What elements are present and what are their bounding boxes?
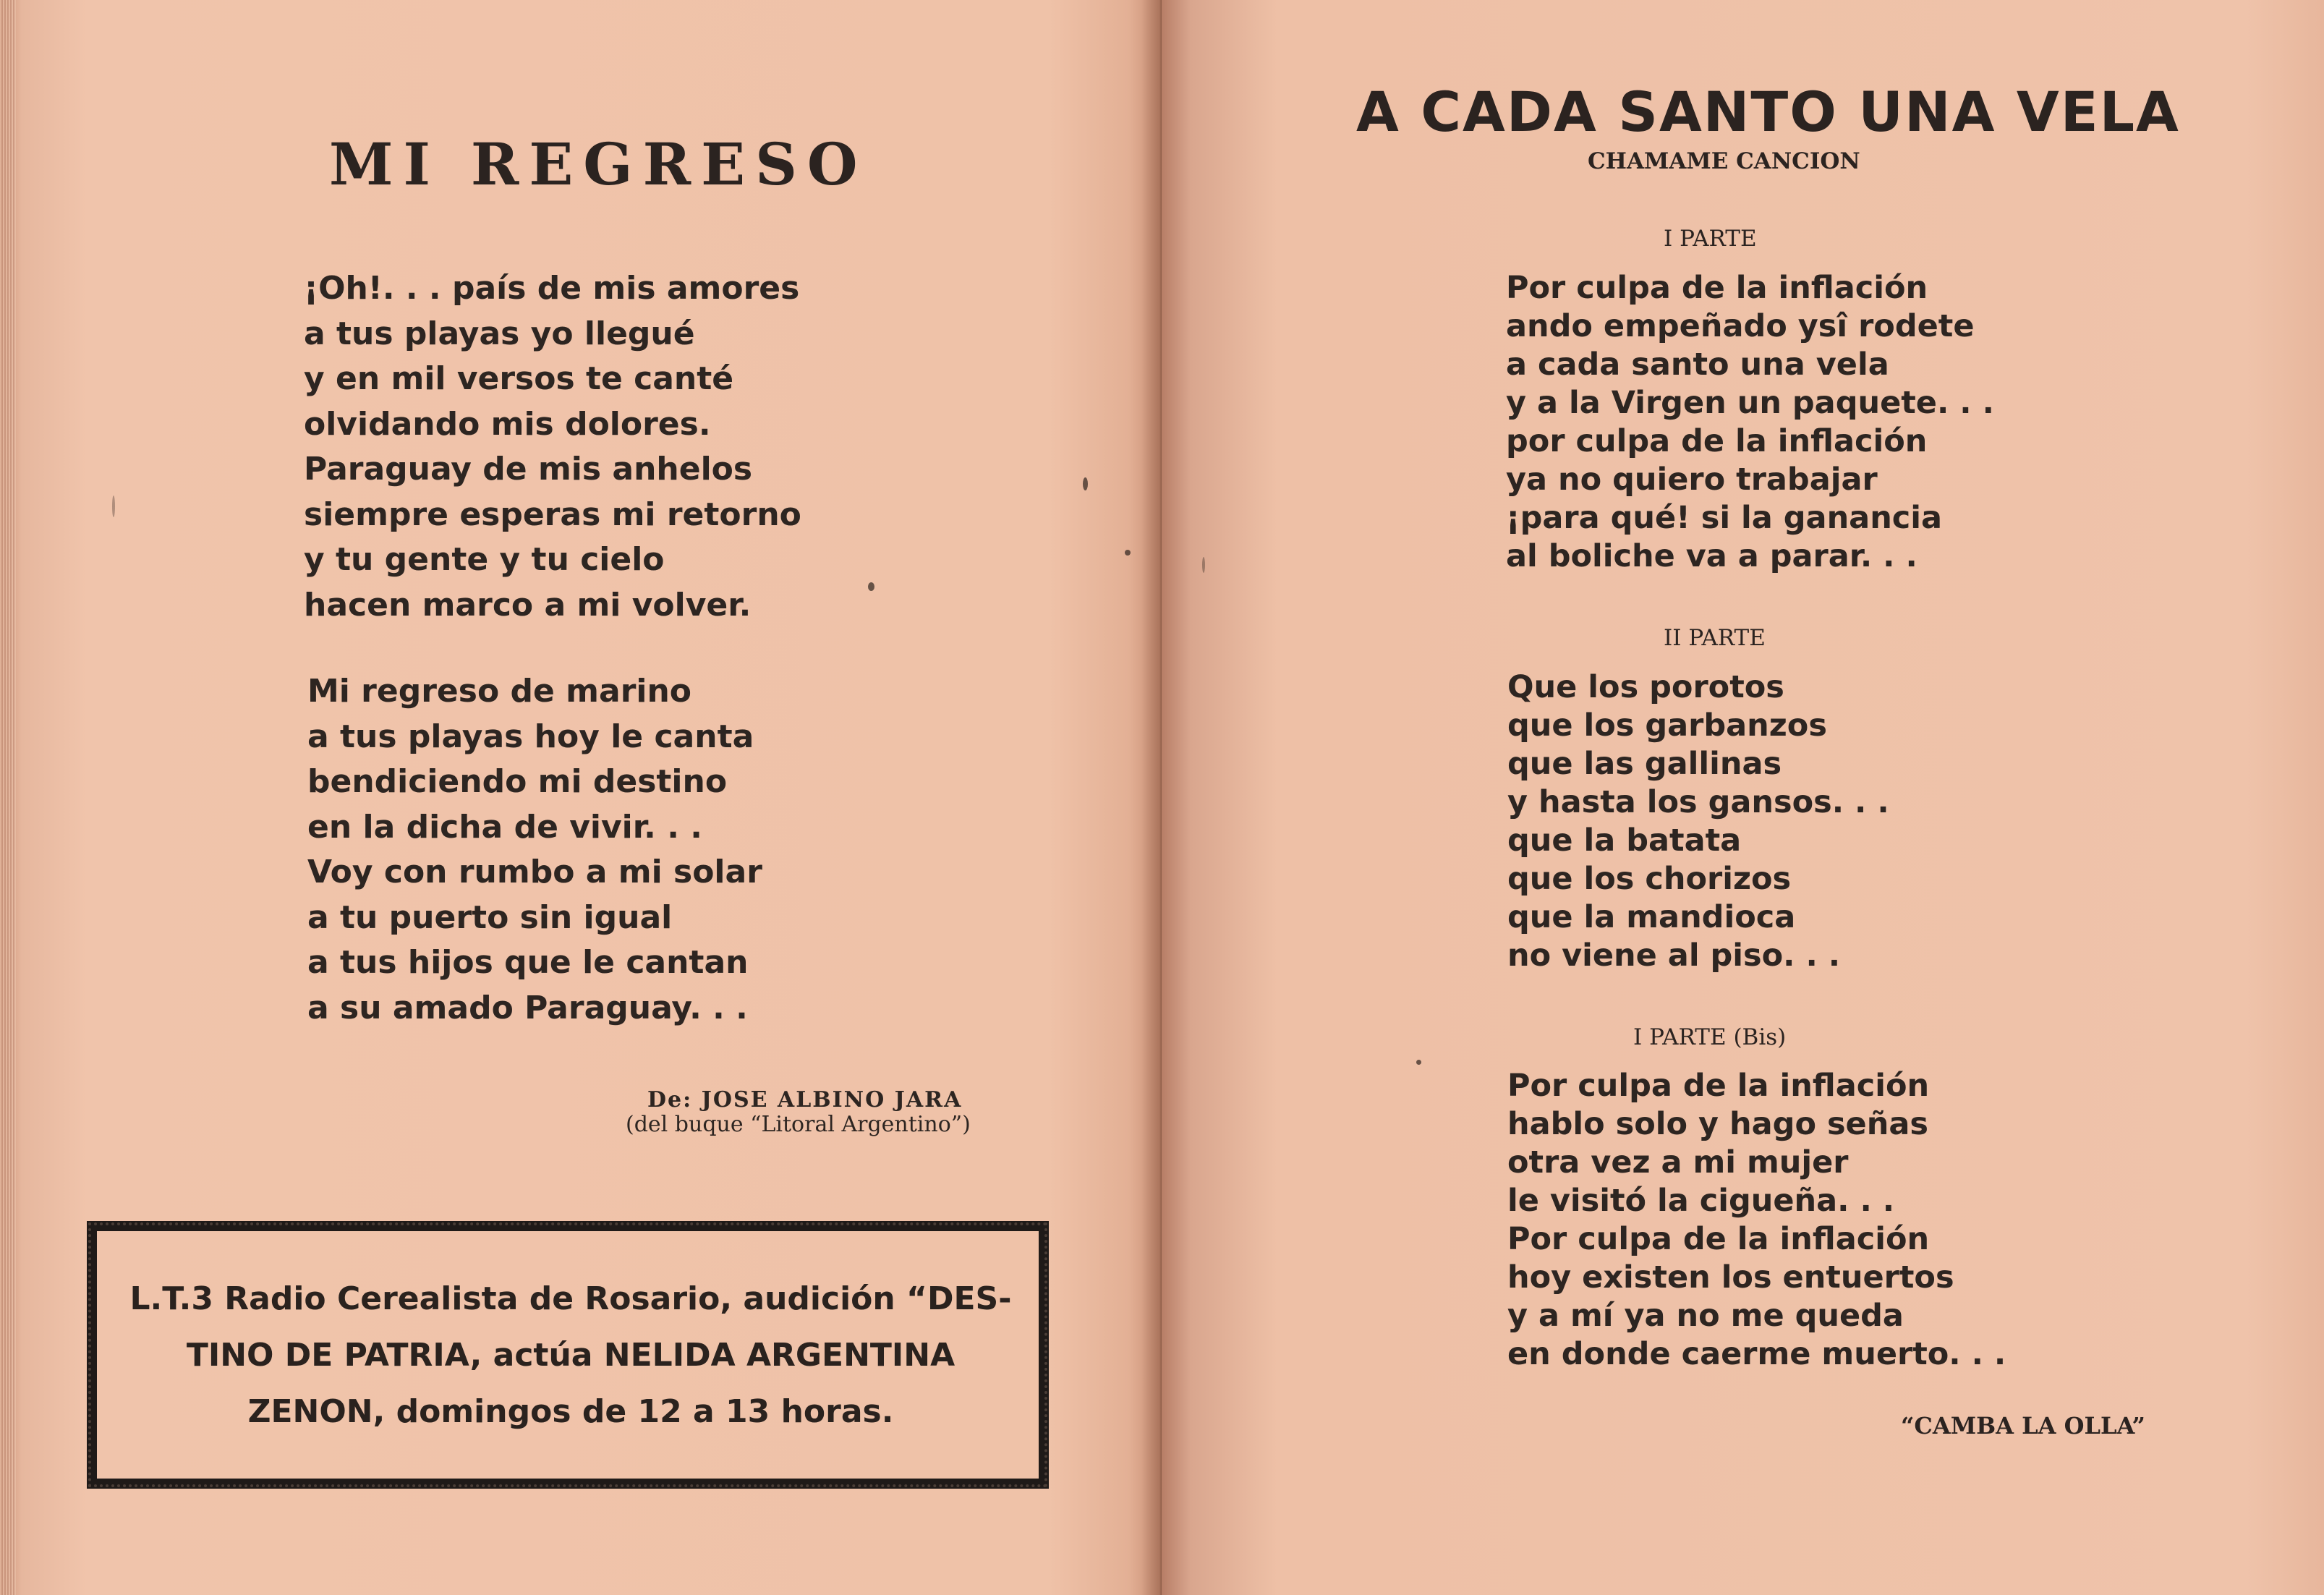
song-part-label: I PARTE (Bis) xyxy=(1633,1024,1787,1050)
verse-line: que la mandioca xyxy=(1507,899,1796,935)
song-source-credit: “CAMBA LA OLLA” xyxy=(1901,1412,2145,1439)
radio-announcement-box xyxy=(87,1221,1049,1489)
verse-line: no viene al piso. . . xyxy=(1507,937,1841,974)
verse-line: a tus hijos que le cantan xyxy=(307,944,749,981)
ink-speck xyxy=(1202,557,1205,573)
verse-line: que los chorizos xyxy=(1507,861,1792,897)
verse-line: a tus playas yo llegué xyxy=(304,315,695,352)
verse-line: y a la Virgen un paquete. . . xyxy=(1506,385,1994,421)
verse-line: y hasta los gansos. . . xyxy=(1507,784,1889,820)
verse-line: Por culpa de la inflación xyxy=(1507,1221,1930,1257)
ink-speck xyxy=(1083,477,1088,490)
ink-speck xyxy=(1125,550,1131,556)
poem-stanza-2 xyxy=(307,669,762,1031)
radio-announcement-text xyxy=(126,1271,1016,1440)
song-part-3 xyxy=(1507,1067,2006,1374)
verse-line: en donde caerme muerto. . . xyxy=(1507,1336,2006,1372)
announcement-line: TINO DE PATRIA, actúa NELIDA ARGENTINA xyxy=(186,1337,955,1374)
verse-line: otra vez a mi mujer xyxy=(1507,1144,1849,1181)
verse-line: al boliche va a parar. . . xyxy=(1506,538,1917,574)
verse-line: y tu gente y tu cielo xyxy=(304,541,665,578)
ink-speck xyxy=(868,582,874,591)
verse-line: Que los porotos xyxy=(1507,669,1784,705)
ink-speck xyxy=(1416,1060,1421,1065)
song-part-label: I PARTE xyxy=(1664,226,1757,252)
verse-line: que la batata xyxy=(1507,822,1742,859)
ink-speck xyxy=(112,495,115,517)
verse-line: a cada santo una vela xyxy=(1506,346,1889,383)
verse-line: ando empeñado ysî rodete xyxy=(1506,308,1975,344)
verse-line: hablo solo y hago señas xyxy=(1507,1106,1928,1142)
verse-line: que las gallinas xyxy=(1507,746,1782,782)
verse-line: siempre esperas mi retorno xyxy=(304,495,801,533)
verse-line: Paraguay de mis anhelos xyxy=(304,451,753,488)
verse-line: olvidando mis dolores. xyxy=(304,405,711,443)
verse-line: ¡Oh!. . . país de mis amores xyxy=(304,270,800,307)
song-genre-subtitle: CHAMAME CANCION xyxy=(1588,148,1860,174)
verse-line: por culpa de la inflación xyxy=(1506,423,1928,459)
verse-line: ya no quiero trabajar xyxy=(1506,462,1878,498)
poem-title-mi-regreso: MI REGRESO xyxy=(329,130,868,198)
verse-line: que los garbanzos xyxy=(1507,707,1827,744)
announcement-line: L.T.3 Radio Cerealista de Rosario, audición “DES- xyxy=(129,1280,1012,1317)
verse-line: a tus playas hoy le canta xyxy=(307,718,754,755)
page-edge-stack xyxy=(0,0,16,1595)
verse-line: Por culpa de la inflación xyxy=(1506,270,1928,306)
verse-line: bendiciendo mi destino xyxy=(307,763,728,800)
verse-line: en la dicha de vivir. . . xyxy=(307,808,702,846)
poem-author-credit: De: JOSE ALBINO JARA xyxy=(647,1087,963,1113)
verse-line: a tu puerto sin igual xyxy=(307,898,673,936)
verse-line: le visitó la cigueña. . . xyxy=(1507,1183,1895,1219)
verse-line: Por culpa de la inflación xyxy=(1507,1068,1930,1104)
verse-line: y en mil versos te canté xyxy=(304,360,734,397)
song-part-2 xyxy=(1507,668,1889,975)
poem-author-note: (del buque “Litoral Argentino”) xyxy=(626,1112,971,1137)
verse-line: ¡para qué! si la ganancia xyxy=(1506,500,1943,536)
verse-line: y a mí ya no me queda xyxy=(1507,1298,1904,1334)
verse-line: Voy con rumbo a mi solar xyxy=(307,854,762,890)
verse-line: Mi regreso de marino xyxy=(307,673,692,710)
verse-line: hacen marco a mi volver. xyxy=(304,586,752,624)
song-part-1 xyxy=(1506,269,1994,576)
verse-line: a su amado Paraguay. . . xyxy=(307,989,748,1026)
verse-line: hoy existen los entuertos xyxy=(1507,1259,1954,1296)
announcement-line: ZENON, domingos de 12 a 13 horas. xyxy=(247,1393,894,1430)
poem-stanza-1 xyxy=(304,266,801,628)
song-part-label: II PARTE xyxy=(1664,625,1766,651)
song-title-a-cada-santo-una-vela: A CADA SANTO UNA VELA xyxy=(1356,80,2180,144)
